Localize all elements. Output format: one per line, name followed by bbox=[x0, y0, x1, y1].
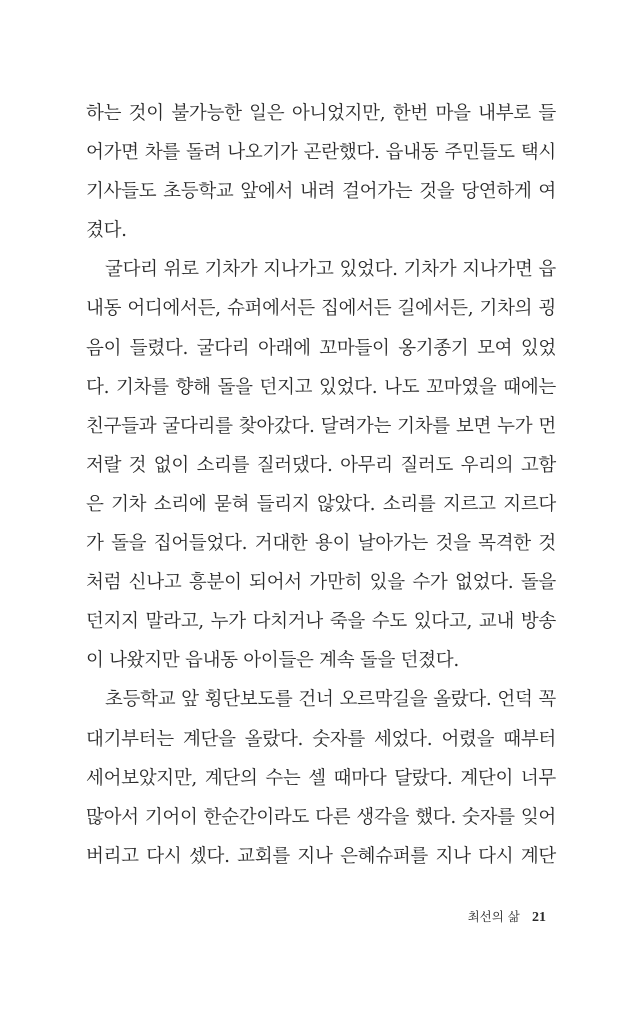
text-line: 세어보았지만, 계단의 수는 셀 때마다 달랐다. 계단이 너무 bbox=[86, 767, 556, 789]
text-line: 다. 기차를 향해 돌을 던지고 있었다. 나도 꼬마였을 때에는 bbox=[86, 376, 556, 398]
text-line: 굴다리 위로 기차가 지나가고 있었다. 기차가 지나가면 읍 bbox=[105, 259, 556, 281]
text-line: 처럼 신나고 흥분이 되어서 가만히 있을 수가 없었다. 돌을 bbox=[86, 572, 556, 594]
text-line: 저랄 것 없이 소리를 질러댔다. 아무리 질러도 우리의 고함 bbox=[86, 454, 556, 476]
running-title: 최선의 삶 bbox=[467, 909, 520, 924]
text-line: 대기부터는 계단을 올랐다. 숫자를 세었다. 어렸을 때부터 bbox=[86, 728, 556, 750]
text-line: 던지지 말라고, 누가 다치거나 죽을 수도 있다고, 교내 방송 bbox=[86, 611, 556, 633]
text-line: 가 돌을 집어들었다. 거대한 용이 날아가는 것을 목격한 것 bbox=[86, 533, 556, 555]
text-line: 겼다. bbox=[86, 220, 127, 242]
text-line: 어가면 차를 돌려 나오기가 곤란했다. 읍내동 주민들도 택시 bbox=[86, 142, 556, 164]
text-line: 음이 들렸다. 굴다리 아래에 꼬마들이 옹기종기 모여 있었 bbox=[86, 337, 556, 359]
page-number: 21 bbox=[532, 910, 546, 925]
text-line: 친구들과 굴다리를 찾아갔다. 달려가는 기차를 보면 누가 먼 bbox=[86, 415, 556, 437]
text-line: 초등학교 앞 횡단보도를 건너 오르막길을 올랐다. 언덕 꼭 bbox=[105, 689, 556, 711]
text-line: 버리고 다시 셌다. 교회를 지나 은혜슈퍼를 지나 다시 계단 bbox=[86, 845, 556, 867]
text-line: 많아서 기어이 한순간이라도 다른 생각을 했다. 숫자를 잊어 bbox=[86, 806, 556, 828]
text-line: 이 나왔지만 읍내동 아이들은 계속 돌을 던졌다. bbox=[86, 650, 459, 672]
text-line: 내동 어디에서든, 슈퍼에서든 집에서든 길에서든, 기차의 굉 bbox=[86, 298, 556, 320]
text-line: 하는 것이 불가능한 일은 아니었지만, 한번 마을 내부로 들 bbox=[86, 103, 556, 124]
page-footer bbox=[468, 907, 546, 926]
body-text bbox=[86, 94, 556, 876]
text-line: 은 기차 소리에 묻혀 들리지 않았다. 소리를 지르고 지르다 bbox=[86, 493, 556, 515]
text-line: 기사들도 초등학교 앞에서 내려 걸어가는 것을 당연하게 여 bbox=[86, 181, 556, 203]
